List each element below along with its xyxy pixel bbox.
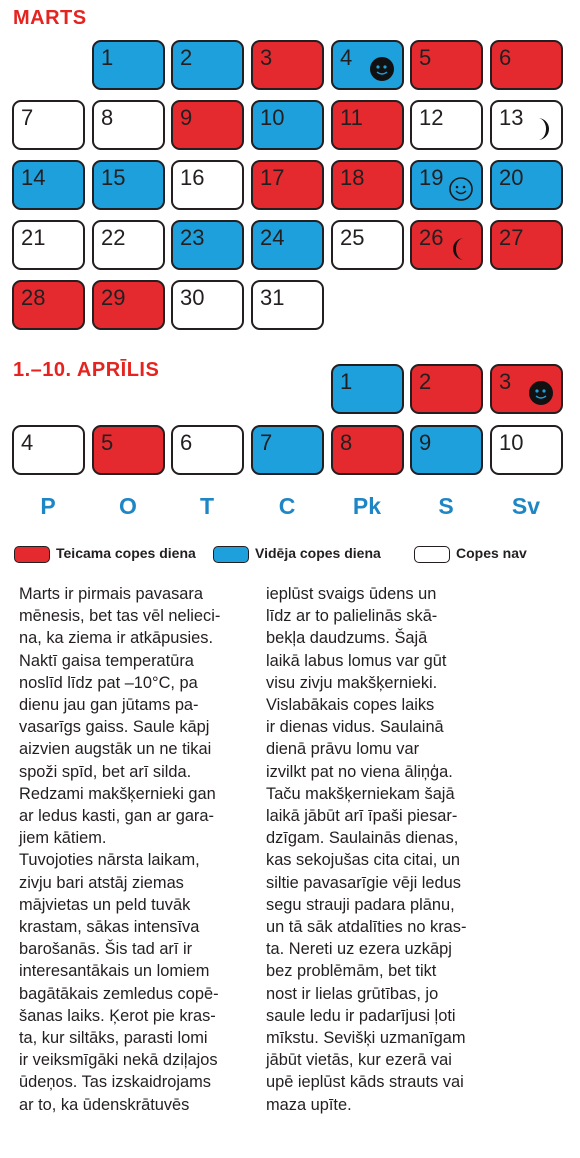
day-number: 12 bbox=[419, 105, 444, 130]
calendar-day-cell bbox=[171, 40, 244, 90]
day-number: 9 bbox=[419, 430, 432, 455]
article-line: un tā sāk atdalīties no kras- bbox=[266, 918, 467, 937]
day-number: 3 bbox=[260, 45, 273, 70]
calendar-day-cell bbox=[12, 280, 85, 330]
article-line: bekļa daudzums. Šajā bbox=[266, 629, 428, 648]
calendar-day-cell bbox=[92, 160, 165, 210]
calendar-day-cell bbox=[92, 425, 165, 475]
calendar-day-cell bbox=[331, 40, 404, 90]
article-line: ar to, ka ūdenskrātuvēs bbox=[19, 1095, 190, 1114]
day-number: 5 bbox=[101, 430, 114, 455]
calendar-day-cell bbox=[331, 425, 404, 475]
weekday-label: Sv bbox=[511, 493, 541, 519]
calendar-day-cell bbox=[92, 220, 165, 270]
calendar-day-cell bbox=[490, 364, 563, 414]
calendar-day-cell bbox=[12, 425, 85, 475]
weekday-label: S bbox=[438, 493, 454, 519]
article-line: laikā labus lomus var gūt bbox=[266, 651, 447, 670]
article-line: kas sekojušas cita citai, un bbox=[266, 851, 461, 870]
calendar-day-cell bbox=[12, 220, 85, 270]
full-moon-icon bbox=[369, 56, 395, 82]
calendar-day-cell bbox=[251, 40, 324, 90]
weekday-label: O bbox=[119, 493, 137, 519]
article-line: bez problēmām, bet tikt bbox=[266, 962, 437, 981]
weekday-label: Pk bbox=[352, 493, 382, 519]
article-line: barošanās. Šis tad arī ir bbox=[19, 940, 193, 959]
april-title: 1.–10. APRĪLIS bbox=[13, 359, 160, 381]
calendar-day-cell bbox=[171, 220, 244, 270]
calendar-day-cell bbox=[410, 40, 483, 90]
article-line: ir dienas vidus. Saulainā bbox=[266, 718, 444, 737]
legend-swatch bbox=[14, 546, 50, 563]
legend-label: Copes nav bbox=[456, 545, 527, 561]
calendar-day-cell bbox=[12, 100, 85, 150]
article-line: ar ledus kasti, gan ar gara- bbox=[19, 807, 214, 826]
article-right-column bbox=[266, 583, 466, 1116]
day-number: 26 bbox=[419, 225, 444, 250]
day-number: 8 bbox=[101, 105, 114, 130]
day-number: 29 bbox=[101, 285, 126, 310]
article-line: laikā jābūt arī īpaši piesar- bbox=[266, 807, 458, 826]
article-line: jiem kātiem. bbox=[19, 829, 107, 848]
calendar-day-cell bbox=[410, 100, 483, 150]
day-number: 11 bbox=[340, 105, 363, 130]
calendar-day-cell bbox=[92, 40, 165, 90]
calendar-day-cell bbox=[251, 280, 324, 330]
first-quarter-moon-icon bbox=[448, 236, 474, 262]
weekday-label: T bbox=[199, 493, 215, 519]
calendar-day-cell bbox=[410, 160, 483, 210]
day-number: 6 bbox=[499, 45, 512, 70]
calendar-day-cell bbox=[410, 364, 483, 414]
last-quarter-moon-icon bbox=[528, 116, 554, 142]
calendar-day-cell bbox=[92, 280, 165, 330]
day-number: 10 bbox=[260, 105, 285, 130]
day-number: 27 bbox=[499, 225, 524, 250]
calendar-day-cell bbox=[490, 160, 563, 210]
article-line: Taču makšķerniekam šajā bbox=[266, 784, 455, 803]
article-line: šanas laiks. Ķerot pie kras- bbox=[19, 1006, 216, 1025]
day-number: 16 bbox=[180, 165, 205, 190]
calendar-day-cell bbox=[331, 220, 404, 270]
article-line: līdz ar to palielinās skā- bbox=[266, 607, 438, 626]
article-line: dzīgam. Saulainās dienas, bbox=[266, 829, 459, 848]
article-line: nost ir lielas grūtības, jo bbox=[266, 984, 439, 1003]
day-number: 20 bbox=[499, 165, 524, 190]
article-line: Marts ir pirmais pavasara bbox=[19, 585, 203, 603]
article-line: maza upīte. bbox=[266, 1095, 352, 1114]
article-line: aizvien augstāk un ne tikai bbox=[19, 740, 212, 759]
calendar-day-cell bbox=[251, 425, 324, 475]
day-number: 4 bbox=[340, 45, 353, 70]
article-line: ir veiksmīgāki nekā dziļajos bbox=[19, 1051, 218, 1070]
day-number: 7 bbox=[260, 430, 273, 455]
article-line: noslīd līdz pat –10°C, pa bbox=[19, 673, 198, 692]
day-number: 15 bbox=[101, 165, 126, 190]
article-line: ieplūst svaigs ūdens un bbox=[266, 585, 437, 603]
day-number: 10 bbox=[499, 430, 524, 455]
calendar-day-cell bbox=[490, 100, 563, 150]
day-number: 31 bbox=[260, 285, 285, 310]
day-number: 25 bbox=[340, 225, 365, 250]
calendar-day-cell bbox=[12, 160, 85, 210]
day-number: 18 bbox=[340, 165, 365, 190]
calendar-day-cell bbox=[490, 40, 563, 90]
march-title: MARTS bbox=[13, 7, 87, 29]
calendar-day-cell bbox=[331, 364, 404, 414]
legend-label: Teicama copes diena bbox=[56, 545, 196, 561]
day-number: 30 bbox=[180, 285, 205, 310]
day-number: 7 bbox=[21, 105, 34, 130]
article-line: bagātākais zemledus copē- bbox=[19, 984, 219, 1003]
calendar-day-cell bbox=[490, 425, 563, 475]
article-line: vasarīgs gaiss. Saule kāpj bbox=[19, 718, 210, 737]
calendar-day-cell bbox=[490, 220, 563, 270]
article-line: zivju bari atstāj ziemas bbox=[19, 873, 184, 892]
legend-label: Vidēja copes diena bbox=[255, 545, 381, 561]
calendar-day-cell bbox=[331, 100, 404, 150]
article-line: ta, kur siltāks, parasti lomi bbox=[19, 1029, 208, 1048]
calendar-day-cell bbox=[410, 220, 483, 270]
weekday-label: P bbox=[40, 493, 56, 519]
article-line: spoži spīd, bet arī silda. bbox=[19, 762, 192, 781]
article-line: izvilkt pat no viena āliņģa. bbox=[266, 762, 453, 781]
calendar-day-cell bbox=[251, 220, 324, 270]
day-number: 6 bbox=[180, 430, 193, 455]
article-line: mājvietas un peld tuvāk bbox=[19, 895, 191, 914]
article-line: Tuvojoties nārsta laikam, bbox=[19, 851, 200, 870]
day-number: 5 bbox=[419, 45, 432, 70]
day-number: 21 bbox=[21, 225, 46, 250]
article-line: segu strauji padara plānu, bbox=[266, 895, 455, 914]
article-line: visu zivju makšķernieki. bbox=[266, 673, 438, 692]
article-line: jābūt vietās, kur ezerā vai bbox=[266, 1051, 452, 1070]
day-number: 9 bbox=[180, 105, 193, 130]
article-line: ūdeņos. Tas izskaidrojams bbox=[19, 1073, 211, 1092]
calendar-day-cell bbox=[171, 100, 244, 150]
calendar-day-cell bbox=[331, 160, 404, 210]
article-line: mēnesis, bet tas vēl nelieci- bbox=[19, 607, 221, 626]
day-number: 8 bbox=[340, 430, 353, 455]
day-number: 13 bbox=[499, 105, 524, 130]
day-number: 23 bbox=[180, 225, 205, 250]
article-line: krastam, sākas intensīva bbox=[19, 918, 200, 937]
article-line: ta. Nereti uz ezera uzkāpj bbox=[266, 940, 452, 959]
article-line: Redzami makšķernieki gan bbox=[19, 784, 216, 803]
legend-swatch bbox=[213, 546, 249, 563]
day-number: 28 bbox=[21, 285, 46, 310]
article-line: dienā prāvu lomu var bbox=[266, 740, 420, 759]
day-number: 19 bbox=[419, 165, 444, 190]
calendar-day-cell bbox=[171, 160, 244, 210]
day-number: 2 bbox=[419, 369, 432, 394]
calendar-day-cell bbox=[92, 100, 165, 150]
full-moon-icon bbox=[528, 380, 554, 406]
day-number: 1 bbox=[340, 369, 353, 394]
article-line: upē ieplūst kāds strauts vai bbox=[266, 1073, 464, 1092]
day-number: 1 bbox=[101, 45, 114, 70]
new-moon-icon bbox=[448, 176, 474, 202]
day-number: 14 bbox=[21, 165, 46, 190]
calendar-day-cell bbox=[410, 425, 483, 475]
day-number: 24 bbox=[260, 225, 285, 250]
article-left-column bbox=[19, 583, 220, 1116]
day-number: 4 bbox=[21, 430, 34, 455]
article-line: siltie pavasarīgie vēji ledus bbox=[266, 873, 461, 892]
article-line: interesantākais un lomiem bbox=[19, 962, 210, 981]
calendar-day-cell bbox=[171, 280, 244, 330]
calendar-day-cell bbox=[251, 100, 324, 150]
calendar-day-cell bbox=[171, 425, 244, 475]
day-number: 17 bbox=[260, 165, 285, 190]
article-line: Vislabākais copes laiks bbox=[266, 696, 435, 715]
day-number: 3 bbox=[499, 369, 512, 394]
article-line: saule ledu ir padarījusi ļoti bbox=[266, 1006, 456, 1025]
article-line: mīkstu. Sevišķi uzmanīgam bbox=[266, 1029, 466, 1048]
article-line: Naktī gaisa temperatūra bbox=[19, 651, 194, 670]
article-line: na, ka ziema ir atkāpusies. bbox=[19, 629, 214, 648]
weekday-label: C bbox=[278, 493, 296, 519]
day-number: 22 bbox=[101, 225, 126, 250]
article-line: dienu jau gan jūtams pa- bbox=[19, 696, 199, 715]
legend-swatch bbox=[414, 546, 450, 563]
day-number: 2 bbox=[180, 45, 193, 70]
calendar-day-cell bbox=[251, 160, 324, 210]
